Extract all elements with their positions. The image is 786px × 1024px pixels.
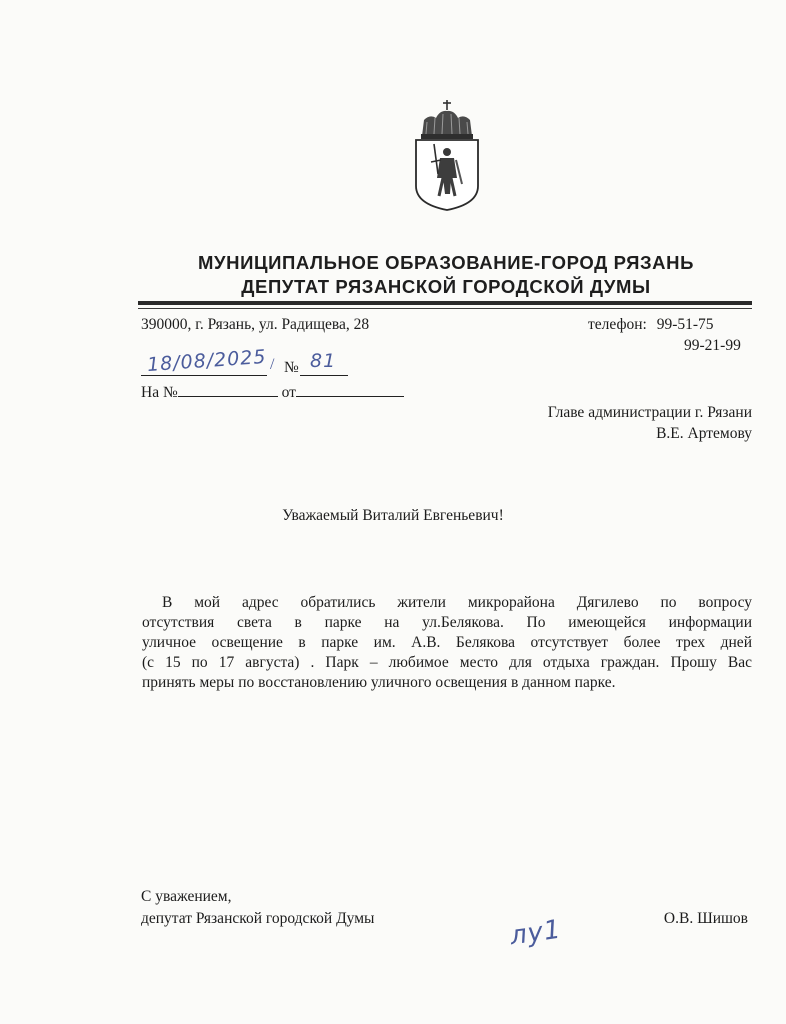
closing-regards: С уважением,	[141, 888, 232, 905]
body-line: принять меры по восстановлению уличного освещения в данном парке.	[142, 674, 616, 691]
number-label: №	[284, 359, 299, 376]
deputy-title: ДЕПУТАТ РЯЗАНСКОЙ ГОРОДСКОЙ ДУМЫ	[241, 276, 651, 297]
handwritten-signature: лу1	[508, 914, 564, 952]
body-line: отсутствия света в парке на ул.Белякова. По имеющейся информации	[142, 614, 752, 631]
date-separator-mark: /	[270, 356, 275, 373]
letter-body	[142, 593, 752, 693]
phone-number-1: 99-51-75	[656, 316, 714, 333]
phone-number-2: 99-21-99	[684, 337, 741, 354]
sender-address: 390000, г. Рязань, ул. Радищева, 28	[141, 316, 370, 333]
body-line: уличное освещение в парке им. А.В. Белякова отсутствует более трех дней	[142, 634, 752, 651]
body-line: В мой адрес обратились жители микрорайона Дягилево по вопросу	[162, 594, 752, 611]
from-blank	[296, 382, 404, 397]
phone-block	[588, 316, 714, 334]
header-divider-thick	[138, 301, 752, 305]
body-line: (с 15 по 17 августа) . Парк – любимое место для отдыха граждан. Прошу Вас	[142, 654, 752, 671]
number-underline	[300, 375, 348, 376]
header-divider-thin	[138, 308, 752, 309]
handwritten-date: 18/08/2025	[146, 345, 268, 377]
salutation: Уважаемый Виталий Евгеньевич!	[282, 507, 504, 524]
phone-label: телефон:	[588, 316, 647, 333]
organization-title: МУНИЦИПАЛЬНОЕ ОБРАЗОВАНИЕ-ГОРОД РЯЗАНЬ	[197, 252, 694, 273]
recipient-name: В.Е. Артемову	[656, 425, 752, 442]
signer-position: депутат Рязанской городской Думы	[141, 910, 375, 927]
recipient-position: Главе администрации г. Рязани	[547, 404, 752, 421]
reference-line	[141, 382, 404, 402]
handwritten-number: 81	[310, 350, 337, 372]
from-label: от	[281, 384, 296, 401]
signer-name: О.В. Шишов	[663, 910, 748, 927]
ryazan-coat-of-arms-icon	[412, 98, 486, 213]
reference-blank	[178, 382, 278, 397]
reference-label: На №	[141, 384, 178, 401]
